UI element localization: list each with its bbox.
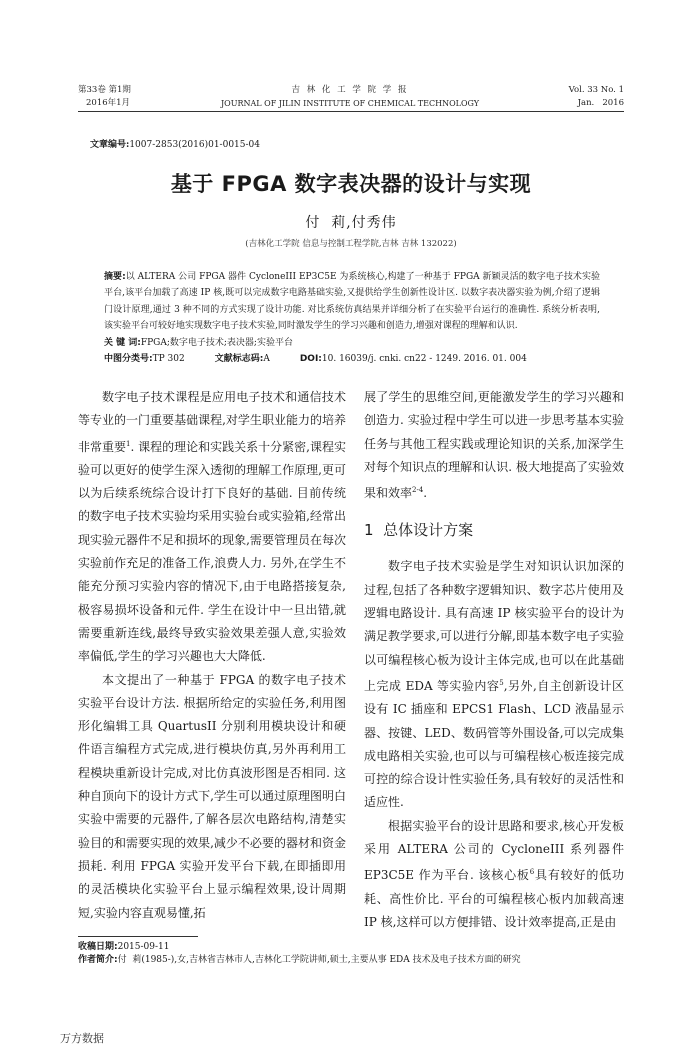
abstract-label: 摘要: bbox=[104, 272, 126, 282]
date-cn: 2016年1月 bbox=[86, 98, 131, 108]
affiliation: (吉林化工学院 信息与控制工程学院,吉林 吉林 132022) bbox=[245, 239, 457, 249]
doi-value: 10. 16039/j. cnki. cn22 - 1249. 2016. 01. 004 bbox=[321, 354, 527, 364]
paragraph: 根据实验平台的设计思路和要求,核心开发板采用 ALTERA 公司的 CycloneIII 系列器件 EP3C5E 作为平台. 该核心板$^6$具有较好的低功耗、高性价比. 平台的可编程核心板内加载高速 IP 核,这样可以方便排错、设计效率提高,正是由 bbox=[364, 818, 624, 929]
paper-title: 基于 FPGA 数字表决器的设计与实现 bbox=[170, 172, 532, 196]
paragraph: 数字电子技术实验是学生对知识认识加深的过程,包括了各种数字逻辑知识、数字芯片使用及逻辑电路设计. 具有高速 IP 核实验平台的设计为满足教学要求,可以进行分解,即基本数字电子实验以可编程核心板为设计主体完成,也可以在此基础上完成 EDA 等实验内容$^5$,另外,自主创新设计区设有 IC 插座和 EPCS1 Flash、LCD 液晶显示器、按键、LED、数码管等外围设备,可以完成集成电路相关实验,也可以与可编程核心板连接完成可控的综合设计性实验任务,具有较好的灵活性和适应性. bbox=[364, 559, 624, 810]
received-date: 收稿日期:2015-09-11 bbox=[78, 942, 170, 952]
body-right-column bbox=[364, 386, 624, 934]
citation-ref[interactable]: 1 bbox=[126, 439, 131, 448]
footnote bbox=[78, 941, 624, 967]
header-right bbox=[560, 84, 624, 110]
date-en: Jan. 2016 bbox=[577, 98, 624, 108]
header-rule bbox=[78, 111, 624, 112]
volume-issue-en: Vol. 33 No. 1 bbox=[568, 85, 624, 95]
watermark: 万方数据 bbox=[60, 1032, 104, 1045]
paragraph: 展了学生的思维空间,更能激发学生的学习兴趣和创造力. 实验过程中学生可以进一步思考基本实验任务与其他工程实践或理论知识的关系,加深学生对每个知识点的理解和认识. 极大地提高了实验效果和效率$^{2-4}$. bbox=[364, 390, 624, 501]
article-number bbox=[90, 137, 260, 150]
citation-ref[interactable]: 6 bbox=[529, 868, 535, 877]
article-number-value: 1007-2853(2016)01-0015-04 bbox=[129, 140, 260, 150]
doi-label: DOI: bbox=[299, 354, 322, 364]
clc-label: 中图分类号: bbox=[104, 354, 153, 364]
keywords-label: 关 键 词: bbox=[104, 338, 141, 348]
body-left-column bbox=[78, 386, 346, 925]
header-left bbox=[78, 84, 131, 110]
paragraph: 数字电子技术课程是应用电子技术和通信技术等专业的一门重要基础课程,对学生职业能力的培养非常重要$^1$. 课程的理论和实践关系十分紧密,课程实验可以更好的使学生深入透彻的理解工作原理,更可以为后续系统综合设计打下良好的基础. 目前传统的数字电子技术实验均采用实验台或实验箱,经常出现实验元器件不足和损坏的现象,需要管理员在每次实验前作充足的准备工作,浪费人力. 另外,在学生不能充分预习实验内容的情况下,由于电路搭接复杂,极容易损坏设备和元件. 学生在设计中一旦出错,就需要重新连线,最终导致实验效果差强人意,实验效率偏低,学生的学习兴趣也大大降低. bbox=[78, 390, 346, 664]
doc-code-value: A bbox=[263, 354, 270, 364]
keywords bbox=[104, 335, 600, 351]
citation-ref[interactable]: 5 bbox=[499, 678, 504, 687]
abstract bbox=[104, 269, 600, 335]
doc-code-label: 文献标志码: bbox=[214, 354, 264, 364]
article-number-label: 文章编号: bbox=[90, 140, 130, 150]
classification-line bbox=[104, 351, 624, 367]
footnote-rule bbox=[78, 936, 198, 937]
authors: 付 莉,付秀伟 bbox=[305, 215, 397, 231]
section-heading: 1 总体设计方案 bbox=[364, 521, 474, 540]
paragraph: 本文提出了一种基于 FPGA 的数字电子技术实验平台设计方法. 根据所给定的实验任务,利用图形化编辑工具 QuartusII 分别利用模块设计和硬件语言编程方式完成,进行模块仿真,另外再利用工程模块重新设计完成,对比仿真波形图是否相同. 这种自顶向下的设计方式下,学生可以通过原理图明白实验中需要的元器件,了解各层次电路结构,清楚实验目的和需要实现的效果,减少不必要的器材和资金损耗. 利用 FPGA 实验开发平台下载,在即插即用的灵活模块化实验平台上显示编程效果,设计周期短,实验内容直观易懂,拓 bbox=[78, 672, 346, 920]
citation-ref[interactable]: 2-4 bbox=[412, 486, 424, 495]
journal-name-cn: 吉 林 化 工 学 院 学 报 bbox=[291, 85, 409, 95]
keywords-text: FPGA;数字电子技术;表决器;实验平台 bbox=[140, 338, 293, 348]
volume-issue-cn: 第33卷 第1期 bbox=[78, 85, 131, 95]
abstract-text: 以 ALTERA 公司 FPGA 器件 CycloneIII EP3C5E 为系统核心,构建了一种基于 FPGA 新颖灵活的数字电子技术实验平台,该平台加载了高速 IP 核,既可以完成数字电路基础实验,又提供给学生创新性设计区. 以数字表决器实验为例,介绍了逻辑门设计原理,通过 3 种不同的方式实现了设计功能. 对比系统仿真结果并详细分析了在实验平台运行的准确性. 系统分析表明,该实验平台可较好地实现数字电子技术实验,同时激发学生的学习兴趣和创造力,增强对课程的理解和认识. bbox=[104, 272, 600, 332]
journal-name-en: JOURNAL OF JILIN INSTITUTE OF CHEMICAL TECHNOLOGY bbox=[220, 99, 480, 108]
header-center bbox=[200, 84, 500, 110]
clc-value: TP 302 bbox=[152, 354, 185, 364]
author-bio: 作者简介:付 莉(1985-),女,吉林省吉林市人,吉林化工学院讲师,硕士,主要从事 EDA 技术及电子技术方面的研究 bbox=[78, 955, 521, 965]
